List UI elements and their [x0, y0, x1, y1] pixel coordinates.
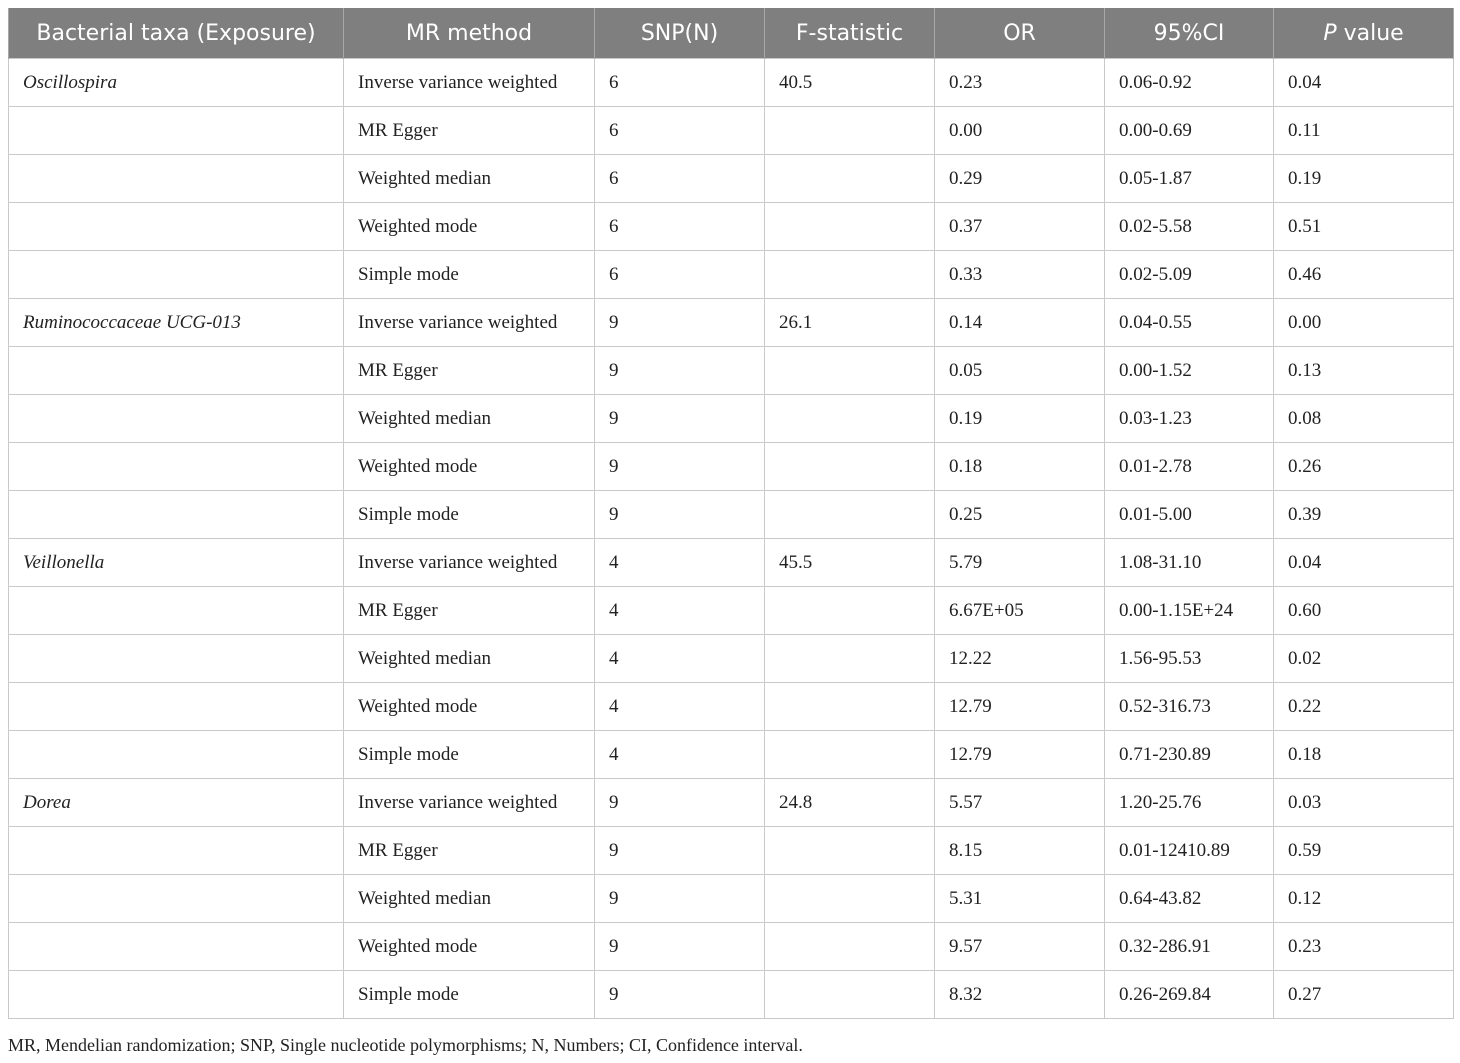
- cell-odds-ratio: 0.25: [935, 491, 1105, 539]
- cell-f-statistic: 24.8: [765, 779, 935, 827]
- table-row: [9, 251, 1454, 299]
- table-row: [9, 347, 1454, 395]
- cell-mr-method: Simple mode: [344, 731, 595, 779]
- mr-results-table: [8, 8, 1454, 1019]
- table-row: [9, 539, 1454, 587]
- cell-odds-ratio: 0.19: [935, 395, 1105, 443]
- cell-mr-method: MR Egger: [344, 347, 595, 395]
- cell-confidence-interval: 0.04-0.55: [1105, 299, 1274, 347]
- cell-f-statistic: [765, 347, 935, 395]
- cell-f-statistic: [765, 635, 935, 683]
- table-header: [9, 8, 1454, 59]
- cell-f-statistic: [765, 107, 935, 155]
- cell-odds-ratio: 8.32: [935, 971, 1105, 1019]
- cell-confidence-interval: 0.03-1.23: [1105, 395, 1274, 443]
- cell-p-value: 0.60: [1274, 587, 1454, 635]
- cell-mr-method: Weighted mode: [344, 443, 595, 491]
- header-f-statistic: F-statistic: [765, 8, 935, 59]
- table-row: [9, 395, 1454, 443]
- cell-p-value: 0.04: [1274, 59, 1454, 107]
- cell-confidence-interval: 0.26-269.84: [1105, 971, 1274, 1019]
- cell-bacterial-taxon: [9, 155, 344, 203]
- cell-snp-count: 6: [595, 155, 765, 203]
- cell-bacterial-taxon: [9, 875, 344, 923]
- cell-p-value: 0.08: [1274, 395, 1454, 443]
- cell-odds-ratio: 12.79: [935, 731, 1105, 779]
- cell-f-statistic: [765, 971, 935, 1019]
- header-odds-ratio: OR: [935, 8, 1105, 59]
- cell-confidence-interval: 0.06-0.92: [1105, 59, 1274, 107]
- cell-odds-ratio: 0.05: [935, 347, 1105, 395]
- cell-f-statistic: [765, 251, 935, 299]
- cell-bacterial-taxon: [9, 971, 344, 1019]
- cell-snp-count: 9: [595, 827, 765, 875]
- cell-f-statistic: [765, 827, 935, 875]
- table-body: [9, 59, 1454, 1019]
- cell-odds-ratio: 5.57: [935, 779, 1105, 827]
- table-row: [9, 875, 1454, 923]
- cell-mr-method: Weighted median: [344, 875, 595, 923]
- header-mr-method: MR method: [344, 8, 595, 59]
- cell-snp-count: 9: [595, 875, 765, 923]
- cell-odds-ratio: 6.67E+05: [935, 587, 1105, 635]
- cell-snp-count: 9: [595, 443, 765, 491]
- cell-bacterial-taxon: [9, 107, 344, 155]
- cell-snp-count: 9: [595, 923, 765, 971]
- cell-mr-method: Inverse variance weighted: [344, 779, 595, 827]
- cell-confidence-interval: 0.02-5.58: [1105, 203, 1274, 251]
- results-table-container: [8, 8, 1453, 1019]
- cell-mr-method: MR Egger: [344, 827, 595, 875]
- cell-mr-method: Weighted median: [344, 395, 595, 443]
- table-row: [9, 107, 1454, 155]
- cell-p-value: 0.13: [1274, 347, 1454, 395]
- cell-mr-method: Weighted mode: [344, 923, 595, 971]
- cell-snp-count: 6: [595, 203, 765, 251]
- cell-confidence-interval: 0.01-2.78: [1105, 443, 1274, 491]
- cell-p-value: 0.39: [1274, 491, 1454, 539]
- cell-bacterial-taxon: [9, 635, 344, 683]
- cell-snp-count: 4: [595, 539, 765, 587]
- cell-p-value: 0.51: [1274, 203, 1454, 251]
- cell-confidence-interval: 0.32-286.91: [1105, 923, 1274, 971]
- cell-odds-ratio: 0.00: [935, 107, 1105, 155]
- table-row: [9, 587, 1454, 635]
- cell-confidence-interval: 1.08-31.10: [1105, 539, 1274, 587]
- cell-odds-ratio: 0.33: [935, 251, 1105, 299]
- cell-odds-ratio: 0.18: [935, 443, 1105, 491]
- cell-snp-count: 4: [595, 683, 765, 731]
- cell-f-statistic: [765, 683, 935, 731]
- cell-f-statistic: [765, 203, 935, 251]
- table-row: [9, 491, 1454, 539]
- cell-p-value: 0.00: [1274, 299, 1454, 347]
- header-bacterial-taxa: Bacterial taxa (Exposure): [9, 8, 344, 59]
- cell-p-value: 0.26: [1274, 443, 1454, 491]
- cell-confidence-interval: 0.02-5.09: [1105, 251, 1274, 299]
- cell-mr-method: Simple mode: [344, 251, 595, 299]
- cell-f-statistic: [765, 587, 935, 635]
- cell-odds-ratio: 5.79: [935, 539, 1105, 587]
- cell-odds-ratio: 5.31: [935, 875, 1105, 923]
- cell-bacterial-taxon: [9, 827, 344, 875]
- cell-confidence-interval: 1.56-95.53: [1105, 635, 1274, 683]
- cell-snp-count: 4: [595, 635, 765, 683]
- cell-f-statistic: [765, 491, 935, 539]
- cell-bacterial-taxon: Oscillospira: [9, 59, 344, 107]
- cell-bacterial-taxon: [9, 587, 344, 635]
- cell-snp-count: 9: [595, 299, 765, 347]
- table-footnote: MR, Mendelian randomization; SNP, Single nucleotide polymorphisms; N, Numbers; CI, Confidence interval.: [8, 1035, 803, 1055]
- cell-snp-count: 6: [595, 107, 765, 155]
- header-p-letter: P: [1323, 20, 1337, 46]
- cell-p-value: 0.23: [1274, 923, 1454, 971]
- cell-odds-ratio: 0.23: [935, 59, 1105, 107]
- cell-snp-count: 4: [595, 731, 765, 779]
- cell-confidence-interval: 0.00-0.69: [1105, 107, 1274, 155]
- cell-p-value: 0.19: [1274, 155, 1454, 203]
- header-row: [9, 8, 1454, 59]
- cell-mr-method: Weighted median: [344, 635, 595, 683]
- cell-f-statistic: 26.1: [765, 299, 935, 347]
- cell-p-value: 0.12: [1274, 875, 1454, 923]
- cell-bacterial-taxon: Ruminococcaceae UCG-013: [9, 299, 344, 347]
- header-p-suffix: value: [1336, 20, 1404, 46]
- cell-confidence-interval: 0.05-1.87: [1105, 155, 1274, 203]
- cell-f-statistic: [765, 155, 935, 203]
- cell-mr-method: Inverse variance weighted: [344, 539, 595, 587]
- cell-confidence-interval: 0.01-5.00: [1105, 491, 1274, 539]
- cell-f-statistic: [765, 923, 935, 971]
- table-row: [9, 59, 1454, 107]
- cell-odds-ratio: 12.22: [935, 635, 1105, 683]
- table-row: [9, 923, 1454, 971]
- cell-odds-ratio: 8.15: [935, 827, 1105, 875]
- cell-bacterial-taxon: [9, 491, 344, 539]
- table-row: [9, 203, 1454, 251]
- cell-odds-ratio: 12.79: [935, 683, 1105, 731]
- cell-bacterial-taxon: [9, 203, 344, 251]
- cell-p-value: 0.59: [1274, 827, 1454, 875]
- cell-confidence-interval: 0.00-1.15E+24: [1105, 587, 1274, 635]
- cell-confidence-interval: 0.00-1.52: [1105, 347, 1274, 395]
- cell-confidence-interval: 0.64-43.82: [1105, 875, 1274, 923]
- cell-f-statistic: [765, 443, 935, 491]
- cell-bacterial-taxon: [9, 347, 344, 395]
- header-p-value: [1274, 8, 1454, 59]
- table-row: [9, 443, 1454, 491]
- cell-confidence-interval: 0.71-230.89: [1105, 731, 1274, 779]
- cell-confidence-interval: 0.52-316.73: [1105, 683, 1274, 731]
- cell-mr-method: Weighted mode: [344, 683, 595, 731]
- cell-odds-ratio: 0.14: [935, 299, 1105, 347]
- header-confidence-interval: 95%CI: [1105, 8, 1274, 59]
- cell-bacterial-taxon: [9, 923, 344, 971]
- cell-mr-method: MR Egger: [344, 587, 595, 635]
- cell-snp-count: 9: [595, 971, 765, 1019]
- cell-p-value: 0.18: [1274, 731, 1454, 779]
- cell-p-value: 0.22: [1274, 683, 1454, 731]
- cell-snp-count: 9: [595, 395, 765, 443]
- cell-p-value: 0.02: [1274, 635, 1454, 683]
- cell-p-value: 0.03: [1274, 779, 1454, 827]
- table-row: [9, 971, 1454, 1019]
- cell-confidence-interval: 0.01-12410.89: [1105, 827, 1274, 875]
- table-row: [9, 155, 1454, 203]
- table-row: [9, 731, 1454, 779]
- cell-confidence-interval: 1.20-25.76: [1105, 779, 1274, 827]
- cell-bacterial-taxon: Veillonella: [9, 539, 344, 587]
- header-snp-count: SNP(N): [595, 8, 765, 59]
- cell-snp-count: 9: [595, 779, 765, 827]
- cell-mr-method: Inverse variance weighted: [344, 299, 595, 347]
- cell-f-statistic: [765, 731, 935, 779]
- cell-odds-ratio: 0.29: [935, 155, 1105, 203]
- table-row: [9, 779, 1454, 827]
- cell-p-value: 0.11: [1274, 107, 1454, 155]
- cell-bacterial-taxon: [9, 251, 344, 299]
- cell-snp-count: 6: [595, 251, 765, 299]
- cell-p-value: 0.27: [1274, 971, 1454, 1019]
- cell-mr-method: Weighted median: [344, 155, 595, 203]
- cell-snp-count: 4: [595, 587, 765, 635]
- cell-p-value: 0.46: [1274, 251, 1454, 299]
- cell-mr-method: Weighted mode: [344, 203, 595, 251]
- cell-bacterial-taxon: [9, 683, 344, 731]
- cell-bacterial-taxon: [9, 443, 344, 491]
- cell-mr-method: Simple mode: [344, 491, 595, 539]
- cell-f-statistic: [765, 875, 935, 923]
- table-row: [9, 683, 1454, 731]
- table-row: [9, 635, 1454, 683]
- cell-odds-ratio: 0.37: [935, 203, 1105, 251]
- cell-f-statistic: 40.5: [765, 59, 935, 107]
- cell-mr-method: Simple mode: [344, 971, 595, 1019]
- cell-f-statistic: 45.5: [765, 539, 935, 587]
- cell-snp-count: 9: [595, 491, 765, 539]
- cell-mr-method: MR Egger: [344, 107, 595, 155]
- cell-snp-count: 9: [595, 347, 765, 395]
- cell-p-value: 0.04: [1274, 539, 1454, 587]
- cell-bacterial-taxon: [9, 395, 344, 443]
- cell-bacterial-taxon: Dorea: [9, 779, 344, 827]
- table-row: [9, 299, 1454, 347]
- cell-bacterial-taxon: [9, 731, 344, 779]
- table-row: [9, 827, 1454, 875]
- cell-odds-ratio: 9.57: [935, 923, 1105, 971]
- cell-snp-count: 6: [595, 59, 765, 107]
- cell-mr-method: Inverse variance weighted: [344, 59, 595, 107]
- cell-f-statistic: [765, 395, 935, 443]
